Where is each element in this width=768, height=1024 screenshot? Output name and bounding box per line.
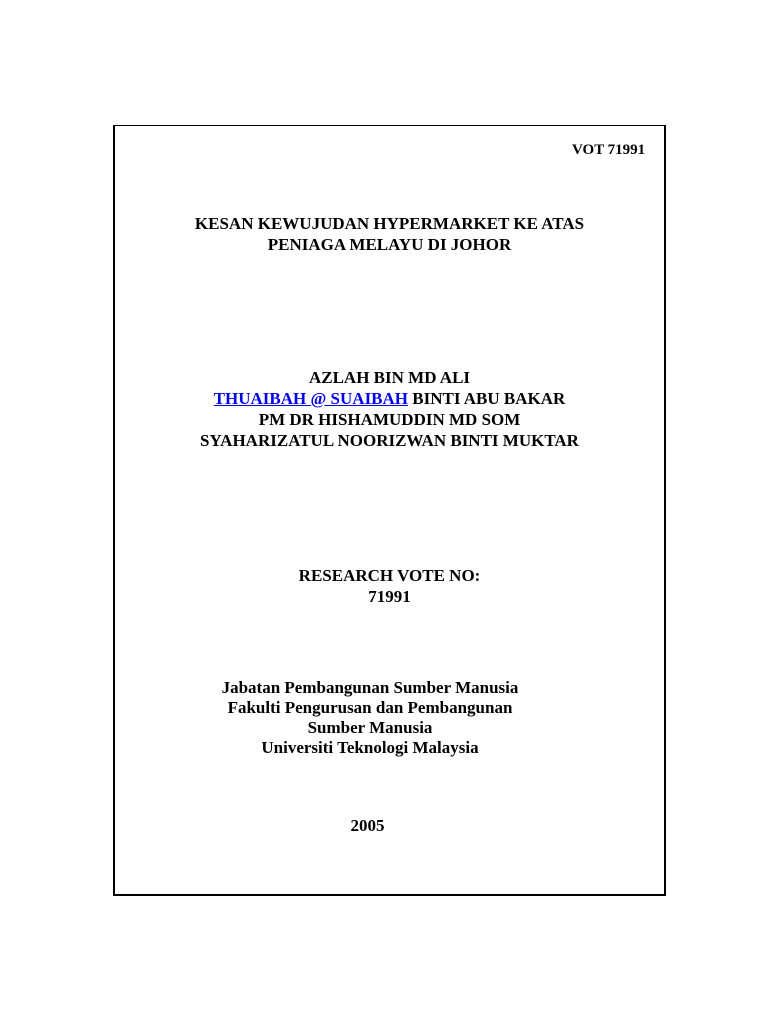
vot-label: VOT 71991 [572, 142, 646, 158]
author-2 [113, 388, 666, 409]
author-2-rest: BINTI ABU BAKAR [408, 389, 566, 408]
research-vote [113, 565, 666, 607]
author-2-link[interactable]: THUAIBAH @ SUAIBAH [213, 389, 409, 408]
author-1: AZLAH BIN MD ALI [308, 368, 471, 387]
department-block [210, 678, 530, 758]
department-line-3: Sumber Manusia [307, 718, 433, 737]
department-line-2: Fakulti Pengurusan dan Pembangunan [227, 698, 513, 717]
author-4: SYAHARIZATUL NOORIZWAN BINTI MUKTAR [200, 431, 579, 450]
authors-list [113, 367, 666, 451]
publication-year: 2005 [350, 816, 385, 835]
department-line-4: Universiti Teknologi Malaysia [261, 738, 479, 757]
research-vote-label: RESEARCH VOTE NO: [298, 566, 481, 585]
report-title [113, 213, 666, 255]
report-title-line-2: PENIAGA MELAYU DI JOHOR [267, 235, 512, 254]
department-line-1: Jabatan Pembangunan Sumber Manusia [221, 678, 519, 697]
report-title-line-1: KESAN KEWUJUDAN HYPERMARKET KE ATAS [194, 214, 585, 233]
author-3: PM DR HISHAMUDDIN MD SOM [258, 410, 521, 429]
research-vote-number: 71991 [368, 587, 411, 606]
